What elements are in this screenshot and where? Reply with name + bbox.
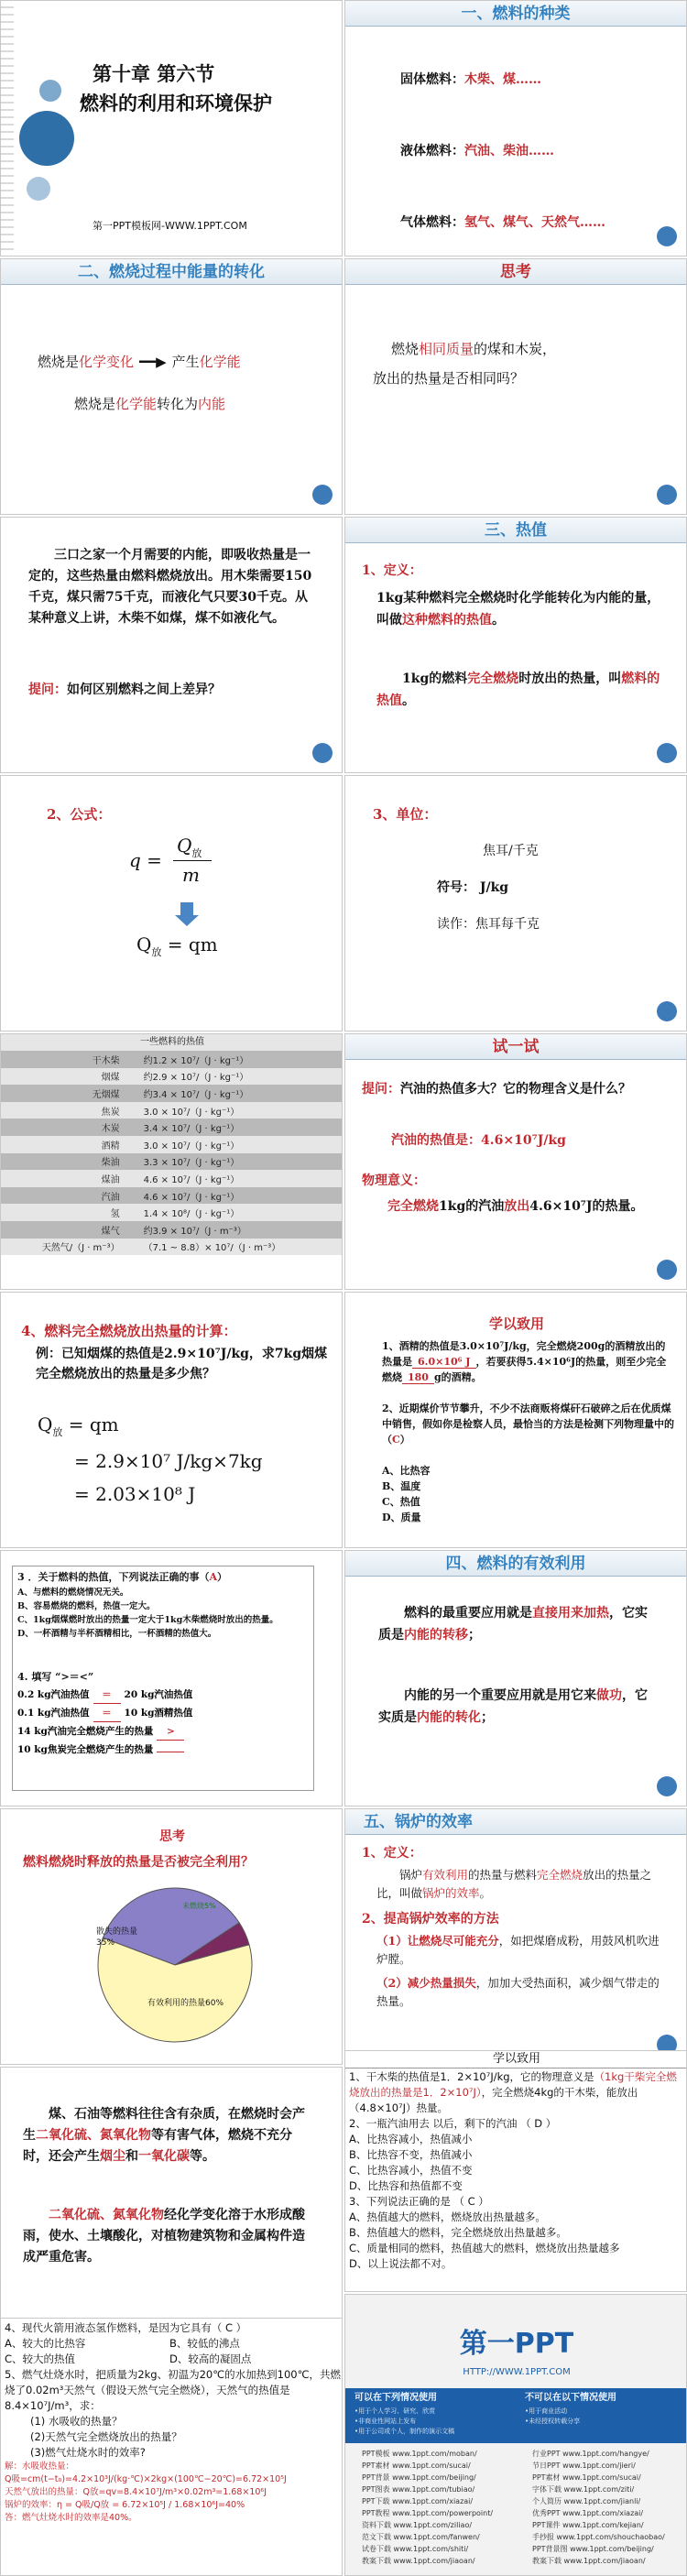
table-cell-value: 4.6 × 10⁷/（J · kg⁻¹） [138,1170,343,1187]
solution-line: 解：水吸收热量： [5,2461,75,2472]
solution-line: 答：燃气灶烧水时的效率是40%。 [5,2513,137,2523]
table-row [1,1187,343,1205]
option-list [382,1463,431,1525]
option-row [5,2352,342,2367]
definition-label: 1、定义： [362,1846,422,1861]
table-cell-fuel: 柴油 [1,1153,138,1171]
option[interactable]: C、质量相同的燃料，热值越大的燃料，燃烧放出热量越多 [349,2242,620,2254]
option[interactable]: B、热值越大的燃料，完全燃烧放出热量越多。 [349,2226,567,2239]
slide-heading: 学以致用 [488,1315,544,1332]
meaning-text: 完全燃烧1kg的汽油放出4.6×10⁷J的热量。 [387,1199,644,1214]
compare-row [17,1723,311,1741]
question-4: 4. 填写 “>＝<” [17,1671,94,1683]
slide-heading: 三、热值 [345,518,686,543]
nav-dot[interactable] [657,485,677,505]
option[interactable]: D、一杯酒精与半杯酒精相比，一杯酒精的热值大。 [17,1629,217,1639]
option-list [17,1586,307,1641]
footer-link[interactable]: PPT背景 www.1ppt.com/beijing/ [362,2473,476,2482]
footer-text: 第一PPT模板网-WWW.1PPT.COM [93,220,247,232]
ask-line: 提问：汽油的热值多大？它的物理含义是什么？ [362,1082,631,1097]
footer-link[interactable]: 教案下载 www.1ppt.com/jiaoan/ [532,2557,646,2565]
table-row [1,1085,343,1102]
footer-link[interactable]: PPT模板 www.1ppt.com/moban/ [362,2450,477,2458]
question-1: 1、酒精的热值是3.0×10⁷J/kg，完全燃烧200g的酒精放出的热量是 6.0×10⁶ J ，若要获得5.4×10⁶J的热量，则至少完全燃烧 180 g的酒精。 [382,1340,667,1383]
exercise-list [349,2069,682,2272]
footer-link[interactable]: 行业PPT www.1ppt.com/hangye/ [532,2450,649,2458]
compare-symbol[interactable]: ＝ [93,1686,121,1704]
option[interactable]: D、较高的凝固点 [169,2352,252,2365]
exercise-list [5,2320,342,2525]
table-cell-fuel: 煤气 [1,1221,138,1239]
usage-item: •非商业性网站上发布 [354,2418,417,2425]
option[interactable]: C、热值 [382,1496,420,1508]
unit-label: 3、单位： [373,806,438,823]
arrow-down-icon [180,902,193,915]
chapter-title: 第十章 第六节 [93,62,215,85]
pie-chart [93,1883,257,2047]
slide-4 [344,258,687,515]
brand-logo: 第一PPT [459,2328,574,2360]
paragraph-1: 燃料的最重要应用就是直接用来加热，它实质是内能的转移； [378,1606,648,1643]
slide-19 [0,2318,343,2576]
table-caption: 一些燃料的热值 [1,1034,343,1051]
option[interactable]: C、比热容减小，热值不变 [349,2164,473,2177]
table-row [1,1068,343,1086]
question-line-1: 燃烧相同质量的煤和木炭， [391,341,557,357]
table-cell-value: 3.0 × 10⁷/（J · kg⁻¹） [138,1102,343,1119]
formula-line-3: = 2.03×10⁸ J [74,1483,196,1505]
table-cell-value: 3.0 × 10⁷/（J · kg⁻¹） [138,1136,343,1153]
exercise-5: 5、燃气灶烧水时，把质量为2kg、初温为20℃的水加热到100℃，共燃烧了0.02m³天然气（假设天然气完全燃烧），天然气的热值是8.4×10⁷J/m³，求： [5,2368,342,2412]
fuel-row [400,140,554,162]
formula-line-1: $Q_放$ = qm [38,1414,119,1438]
formula-result: $Q_放$ = qm [136,933,218,958]
footer-link[interactable]: 资料下载 www.1ppt.com/ziliao/ [362,2521,473,2529]
usage-allowed-heading: 可以在下列情况使用 [354,2393,437,2403]
fuel-label: 气体燃料： [400,215,464,230]
compare-left: 10 kg焦炭完全燃烧产生的热量 [17,1744,154,1755]
definition-text: 锅炉有效利用的热量与燃料完全燃烧放出的热量之比，叫做锅炉的效率。 [376,1868,652,1900]
option[interactable]: C、较大的热值 [5,2352,76,2365]
table-cell-value: 约3.4 × 10⁷/（J · kg⁻¹） [138,1085,343,1102]
compare-left: 14 kg汽油完全燃烧产生的热量 [17,1726,154,1737]
compare-symbol[interactable]: > [157,1723,184,1741]
option-row [5,2336,342,2352]
option[interactable]: A、比热容 [382,1465,431,1477]
nav-dot[interactable] [657,1260,677,1280]
nav-dot[interactable] [657,1776,677,1796]
table-row [1,1153,343,1171]
brand-url[interactable]: HTTP://WWW.1PPT.COM [463,2367,571,2377]
slide-8 [344,775,687,1031]
decor-stripe [1,1,14,256]
table-cell-fuel: 烟煤 [1,1068,138,1086]
table-cell-value: 3.4 × 10⁷/（J · kg⁻¹） [138,1119,343,1136]
compare-symbol[interactable]: ＝ [93,1705,121,1722]
formula-numerator: $Q_放$ [177,835,202,859]
slide-heading: 四、燃料的有效利用 [345,1551,686,1577]
question-3: 3 ．关于燃料的热值，下列说法正确的事（A） [17,1571,228,1583]
definition-text-2: 1kg的燃料完全燃烧时放出的热量，叫燃料的热值。 [376,671,660,708]
nav-dot[interactable] [312,743,333,763]
table-cell-value: 3.3 × 10⁷/（J · kg⁻¹） [138,1153,343,1171]
slide-1 [0,0,343,257]
option[interactable]: B、温度 [382,1480,421,1492]
option[interactable]: D、以上说法都不对。 [349,2257,453,2270]
usage-banner [345,2388,687,2443]
slide-14 [344,1550,687,1806]
lesson-title: 燃料的利用和环境保护 [80,92,272,115]
table-row [1,1051,343,1068]
table-cell-fuel: 干木柴 [1,1051,138,1068]
slide-12 [344,1292,687,1548]
sub-question: (1) 水吸收的热量？ [30,2415,123,2428]
exercise-2: 2、一瓶汽油用去 以后，剩下的汽油 （ D ） [349,2117,557,2130]
table-cell-value: 约3.9 × 10⁷/（J · m⁻³） [138,1221,343,1239]
slide-11 [0,1292,343,1548]
usage-item: •用于商业活动 [525,2407,568,2415]
solution-line: 天然气放出的热量：Q放=qv=8.4×10⁷J/m³×0.02m³=1.68×10⁶J [5,2487,267,2497]
footer-link[interactable]: 节日PPT www.1ppt.com/jieri/ [532,2461,636,2470]
exercise-1: 1、干木柴的热值是1．2×10⁷J/kg，它的物理意义是（1kg干柴完全燃烧放出的热量是1．2×10⁷J），完全燃烧4kg的干木柴，能放出（4.8×10⁷J）热量。 [349,2070,677,2114]
option[interactable]: A、热值越大的燃料，燃烧放出热量越多。 [349,2210,546,2223]
slide-2 [344,0,687,257]
table-cell-value: 约2.9 × 10⁷/（J · kg⁻¹） [138,1068,343,1086]
footer-link[interactable]: PPT下载 www.1ppt.com/xiazai/ [362,2497,474,2505]
usage-item: •用于公司或个人，制作的演示文稿 [354,2428,455,2435]
pie-label-lost: 散失的热量35% [96,1927,138,1948]
table-cell-fuel: 无烟煤 [1,1085,138,1102]
table-row [1,1239,343,1256]
option[interactable]: D、质量 [382,1512,421,1523]
unit-symbol: 符号： J/kg [437,880,509,895]
slide-17 [0,2067,343,2323]
paragraph-2: 内能的另一个重要应用就是用它来做功，它实质是内能的转化； [378,1688,648,1725]
fuel-label: 液体燃料： [400,144,464,158]
compare-row [17,1741,311,1758]
nav-dot[interactable] [657,1001,677,1021]
slide-3 [0,258,343,515]
slide-15 [0,1808,343,2065]
nav-dot[interactable] [657,226,677,246]
table-cell-fuel: 焦炭 [1,1102,138,1119]
footer-link[interactable]: 手抄报 www.1ppt.com/shouchaobao/ [532,2533,665,2541]
definition-text: 1kg某种燃料完全燃烧时化学能转化为内能的量，叫做这种燃料的热值。 [376,591,660,628]
footer-link[interactable]: PPT背景图 www.1ppt.com/beijing/ [532,2545,654,2553]
footer-link[interactable]: 字体下载 www.1ppt.com/ziti/ [532,2485,635,2494]
compare-row [17,1705,311,1722]
method-2: （2）减少热量损失，加加大受热面积，减少烟气带走的热量。 [376,1976,660,2008]
fuel-value: 氢气、煤气、天然气…… [464,215,605,230]
method-1: （1）让燃烧尽可能充分，如把煤磨成粉，用鼓风机吹进炉膛。 [376,1934,660,1966]
footer-link[interactable]: PPT课件 www.1ppt.com/kejian/ [532,2521,644,2529]
option[interactable]: A、比热容减小，热值减小 [349,2133,473,2145]
table-cell-value: 约1.2 × 10⁷/（J · kg⁻¹） [138,1051,343,1068]
slide-heading: 二、燃烧过程中能量的转化 [1,259,342,285]
calc-heading: 4、燃料完全燃烧放出热量的计算： [21,1323,237,1339]
slide-heading: 思考 [159,1829,185,1844]
nav-dot[interactable] [657,743,677,763]
footer-link[interactable]: 教案下载 www.1ppt.com/jiaoan/ [362,2557,475,2565]
table-row [1,1119,343,1136]
footer-link[interactable]: 个人简历 www.1ppt.com/jianli/ [532,2497,641,2505]
fuel-row [400,212,605,234]
fraction-bar [173,860,212,861]
sub-question: (2)天然气完全燃烧放出的热量？ [30,2430,182,2443]
option[interactable]: C、1kg烟煤燃时放出的热量一定大于1kg木柴燃烧时放出的热量。 [17,1615,278,1625]
heat-value-table [1,1051,343,1255]
table-cell-fuel: 天然气/（J · m⁻³） [1,1239,138,1256]
paragraph-1: 煤、石油等燃料往往含有杂质，在燃烧时会产生二氧化硫、氮氧化物等有害气体，燃烧不充分时，还会产生烟尘和一氧化碳等。 [23,2107,305,2164]
footer-link[interactable]: PPT教程 www.1ppt.com/powerpoint/ [362,2509,494,2517]
table-cell-fuel: 木炭 [1,1119,138,1136]
table-row [1,1221,343,1239]
footer-link[interactable]: 试卷下载 www.1ppt.com/shiti/ [362,2545,469,2553]
fuel-row [400,69,541,91]
footer-link[interactable]: PPT素材 www.1ppt.com/sucai/ [532,2473,641,2482]
footer-link[interactable]: 优秀PPT www.1ppt.com/xiazai/ [532,2509,644,2517]
option[interactable]: A、较大的比热容 [5,2337,86,2350]
slide-6 [344,517,687,773]
table-row [1,1102,343,1119]
slide-10 [344,1033,687,1290]
footer-link[interactable]: PPT图表 www.1ppt.com/tubiao/ [362,2485,475,2494]
table-cell-value: 1.4 × 10⁸/（J · kg⁻¹） [138,1204,343,1221]
slide-16 [344,1808,687,2065]
question-2: 2、近期煤价节节攀升，不少不法商贩将煤矸石破碎之后在优质煤中销售，假如你是检察人员，最恰当的方法是检测下列物理量中的（C） [382,1403,674,1446]
definition-label: 1、定义： [362,563,422,578]
pie-label-effective: 有效利用的热量60% [147,1999,224,2008]
decor-circle-small [27,177,50,201]
option[interactable]: B、容易燃烧的燃料，热值一定大。 [17,1601,156,1611]
unit-reading: 读作：焦耳每千克 [437,917,540,932]
slide-7 [0,775,343,1031]
table-cell-fuel: 汽油 [1,1187,138,1205]
decor-circle-large [19,111,74,166]
nav-dot[interactable] [312,485,333,505]
ask-line: 提问：如何区别燃料之间上差异？ [28,682,221,697]
slide-5 [0,517,343,773]
sub-question: (3)燃气灶烧水时的效率? [30,2446,146,2459]
table-cell-value: 4.6 × 10⁷/（J · kg⁻¹） [138,1187,343,1205]
decor-circle-small [39,80,61,102]
compare-row [17,1686,311,1704]
slide-18 [344,2050,687,2292]
formula-label: 2、公式： [47,806,112,823]
combustion-line-2: 燃烧是化学能转化为内能 [74,396,226,412]
example-text: 例：已知烟煤的热值是2.9×10⁷J/kg，求7kg烟煤完全燃烧放出的热量是多少焦？ [36,1347,328,1381]
table-cell-fuel: 酒精 [1,1136,138,1153]
usage-forbidden-heading: 不可以在以下情况使用 [525,2393,616,2403]
question-line-2: 放出的热量是否相同吗？ [373,370,525,387]
paragraph-2: 二氧化硫、氮氧化物经化学变化溶于水形成酸雨，使水、土壤酸化，对植物建筑物和金属构件造成严重危害。 [23,2208,305,2265]
exercise-4: 4、现代火箭用液态氢作燃料，是因为它具有（ C ） [5,2321,247,2334]
option[interactable]: A、与燃料的燃烧情况无关。 [17,1588,129,1598]
fuel-value: 木柴、煤…… [464,72,541,87]
slide-heading: 试一试 [345,1034,686,1060]
compare-left: 0.2 kg汽油热值 [17,1689,90,1700]
solution-line: 锅炉的效率：η = Q吸/Q放 = 6.72×10⁵J / 1.68×10⁶J=40% [5,2500,245,2510]
compare-left: 0.1 kg汽油热值 [17,1708,90,1719]
slide-heading: 五、锅炉的效率 [345,1809,686,1835]
fuel-value: 汽油、柴油…… [464,144,554,158]
slide-13 [0,1550,343,1806]
question-text: 燃料燃烧时释放的热量是否被完全利用？ [23,1855,254,1870]
slide-heading: 一、燃料的种类 [345,1,686,27]
meaning-label: 物理意义： [362,1173,426,1188]
unit-name: 焦耳/千克 [483,844,539,858]
table-row [1,1170,343,1187]
option[interactable]: B、比热容不变，热值减小 [349,2148,473,2161]
option[interactable]: B、较低的沸点 [169,2337,240,2350]
slide-heading: 学以致用 [345,2051,687,2068]
arrow-down-icon-head [175,915,199,926]
table-row [1,1136,343,1153]
combustion-line-1: 燃烧是化学变化 ━━▶ 产生化学能 [38,354,241,370]
formula-q: q = [129,849,162,871]
compare-right: 20 kg汽油热值 [124,1689,193,1700]
usage-item: •用于个人学习、研究、欣赏 [354,2407,436,2415]
pie-label-unburned: 未燃烧5% [182,1902,216,1910]
usage-item: •未经授权转载分享 [525,2418,581,2425]
formula-denominator: m [182,864,200,886]
method-label: 2、提高锅炉效率的方法 [362,1912,499,1927]
solution-line: Q吸=cm(t−t₀)=4.2×10³J/(kg·℃)×2kg×(100℃−20℃)=6.72×10⁵J [5,2474,287,2484]
option[interactable]: D、比热容和热值都不变 [349,2179,463,2192]
paragraph: 三口之家一个月需要的内能，即吸收热量是一定的，这些热量由燃料燃烧放出。用木柴需要150千克，煤只需75千克，而液化气只要30千克。从某种意义上讲，木柴不如煤，煤不如液化气。 [28,548,312,626]
footer-link[interactable]: PPT素材 www.1ppt.com/sucai/ [362,2461,471,2470]
table-cell-value: （7.1 ~ 8.8）× 10⁷/（J · m⁻³） [138,1239,343,1256]
table-cell-fuel: 氢 [1,1204,138,1221]
slide-9 [0,1033,343,1290]
table-cell-fuel: 煤油 [1,1170,138,1187]
slide-heading: 思考 [345,259,686,285]
compare-right: 10 kg酒精热值 [124,1708,193,1719]
table-row [1,1204,343,1221]
exercise-3: 3、下列说法正确的是 （ C ） [349,2195,489,2208]
footer-link[interactable]: 范文下载 www.1ppt.com/fanwen/ [362,2533,480,2541]
fuel-label: 固体燃料： [400,72,464,87]
answer-line: 汽油的热值是：4.6×10⁷J/kg [391,1133,566,1148]
slide-20 [344,2294,687,2576]
formula-line-2: = 2.9×10⁷ J/kg×7kg [74,1450,263,1472]
